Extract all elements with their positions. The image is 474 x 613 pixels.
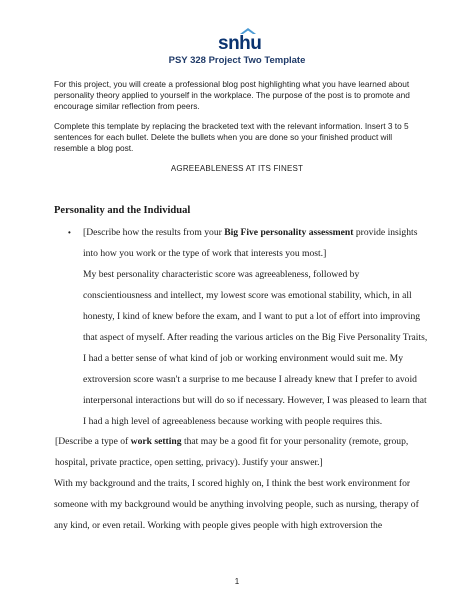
snhu-logo: snhu <box>218 33 262 54</box>
prompt-big-five: [Describe how the results from your Big Five personality assessment provide insights into how you work or the type of work that interests you most.] <box>83 227 418 259</box>
prompt-big-five-bold: Big Five personality assessment <box>224 227 354 238</box>
intro-paragraph: For this project, you will create a professional blog post highlighting what you have learned about personality theory applied to yourself in the workplace. The purpose of the post is to promote and encourage similar reflection from peers. <box>54 79 410 111</box>
blog-title: AGREEABLENESS AT ITS FINEST <box>170 164 304 173</box>
bullet-icon: • <box>68 228 71 237</box>
prompt-work-setting: [Describe a type of work setting that may be a good fit for your personality (remote, group, hospital, private practice, open setting, privacy). Justify your answer.] <box>55 436 409 468</box>
answer-work-setting: With my background and the traits, I scored highly on, I think the best work environment for someone with my background would be anything involving people, such as nursing, therapy of any kind, or even retail. Working with people gives people with high extroversion the <box>54 478 419 531</box>
answer-big-five: My best personality characteristic score was agreeableness, followed by conscientiousness and intellect, my lowest score was emotional stability, which, in all honesty, I kind of knew before the exam, and I want to put a lot of effort into improving that aspect of myself. After reading the various articles on the Big Five Personality Traits, I had a better sense of what kind of job or working environment would suit me. My extroversion score wasn't a surprise to me because I already knew that I prefer to avoid interpersonal interactions but will do so if necessary. However, I was pleased to learn that I had a high level of agreeableness because working with people requires this. <box>83 269 428 427</box>
prompt-work-setting-bold: work setting <box>130 436 182 447</box>
bullet-content <box>83 222 429 432</box>
document-title: PSY 328 Project Two Template <box>168 55 306 66</box>
instructions-paragraph: Complete this template by replacing the bracketed text with the relevant information. Insert 3 to 5 sentences for each bullet. Delete the bullets when you are done so your finished product will resemble a blog post. <box>54 121 409 153</box>
page-number: 1 <box>234 577 240 586</box>
section-heading: Personality and the Individual <box>54 205 191 216</box>
